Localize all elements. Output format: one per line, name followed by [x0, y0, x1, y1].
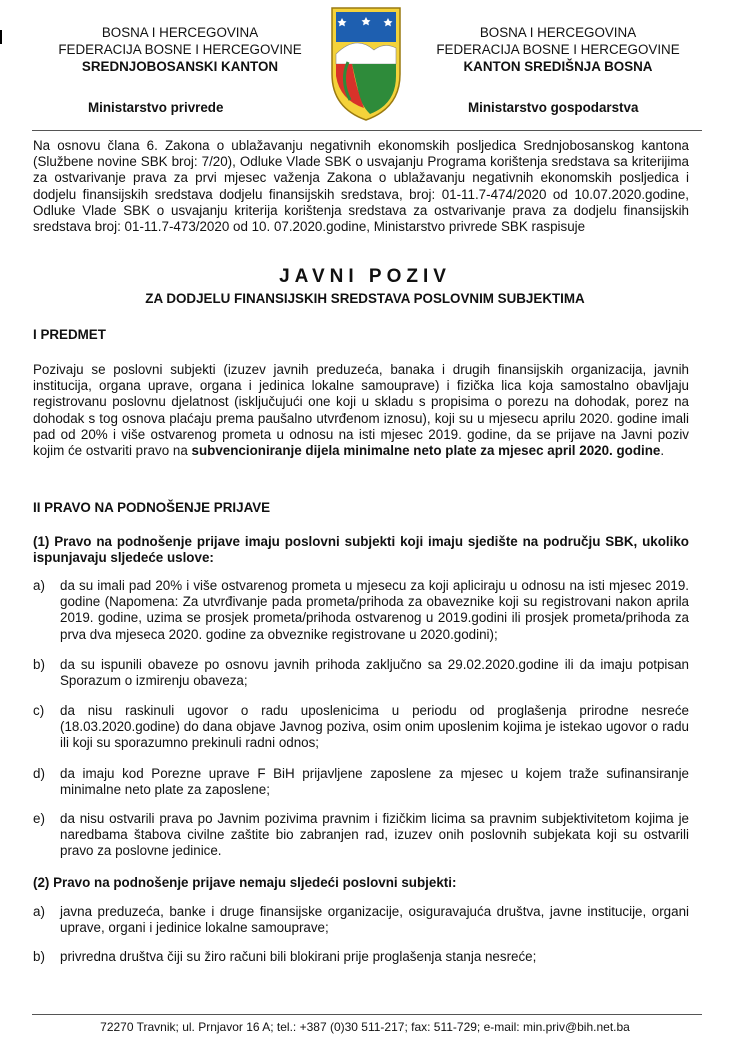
list-item-text: javna preduzeća, banke i druge finansijske organizacije, osiguravajuća društva, javne institucije, organi uprave, organi i jedinice lokalne samouprave;: [60, 904, 689, 936]
list-item-label: b): [33, 657, 45, 672]
document-subtitle: ZA DODJELU FINANSIJSKIH SREDSTAVA POSLOVNIM SUBJEKTIMA: [145, 291, 585, 306]
header-left-line3: SREDNJOBOSANSKI KANTON: [81, 59, 279, 74]
header-right-line3: KANTON SREDIŠNJA BOSNA: [463, 59, 653, 74]
section1-heading: I PREDMET: [33, 327, 106, 342]
intro-paragraph: Na osnovu člana 6. Zakona o ublažavanju negativnih ekonomskih posljedica Srednjobosanskog kantona (Službene novine SBK broj: 7/20), Odluke Vlade SBK o usvajanju Programa korištenja sredstava sa kriterijima za ostvarivanje prava za prvi mjesec važenja Zakona o ublažavanju negativnih ekonomskih posljedica i dodjelu finansijskih sredstava dodjelu finansijskih sredstava, broj: 01-11.7-474/2020 od 10.07.2020.godine, Odluke Vlade SBK o usvajanju kriterija korištenja sredstava za ostvarivanje prava za dodjelu finansijskih sredstava broj: 01-11.7-473/2020 od 10. 07.2020.godine, Ministarstvo privrede SBK raspisuje: [33, 138, 689, 235]
section1-text-end: .: [660, 443, 665, 459]
section2-heading: II PRAVO NA PODNOŠENJE PRIJAVE: [33, 500, 271, 515]
list-item-label: a): [33, 904, 45, 919]
header-left-line2: FEDERACIJA BOSNE I HERCEGOVINE: [58, 42, 302, 57]
list-item-text: privredna društva čiji su žiro računi bili blokirani prije proglašenja stanja nesreće;: [60, 949, 537, 964]
section2-sub2: (2) Pravo na podnošenje prijave nemaju sljedeći poslovni subjekti:: [33, 875, 457, 890]
header-divider: [32, 130, 702, 131]
section2-sub1: (1) Pravo na podnošenje prijave imaju poslovni subjekti koji imaju sjedište na području SBK, ukoliko ispunjavaju sljedeće uslove:: [33, 534, 689, 566]
section1-paragraph: [33, 362, 689, 459]
list-item-text: da su ispunili obaveze po osnovu javnih prihoda zaključno sa 29.02.2020.godine ili da imaju potpisan Sporazum o izmirenju obaveza;: [60, 657, 689, 689]
list-item-text: da su imali pad 20% i više ostvarenog prometa u mjesecu za koji apliciraju u odnosu na isti mjesec 2019. godine (Napomena: Za utvrđivanje pada prometa/prihoda za obaveznike koji su registrovani nakon aprila 2019. godine, uzima se prosjek prometa/prihoda ostvarenog u 2019.godini ili prosjek prometa/prihoda za prva dva mjeseca 2020. godine za obveznike registrovane u 2020.godini);: [60, 578, 689, 642]
header-right-line1: BOSNA I HERCEGOVINA: [479, 25, 637, 40]
list-item-text: da nisu ostvarili prava po Javnim pozivima pravnim i fizičkim licima sa pravnim subjektivitetom kojima je naredbama štabova civilne zaštite bio zabranjen rad, izuzev onih poslovnih subjekata koji su ostvarili pravo za poslovne jedinice.: [60, 811, 689, 859]
header-right-line2: FEDERACIJA BOSNE I HERCEGOVINE: [436, 42, 680, 57]
list-item-label: e): [33, 811, 45, 826]
list-item-label: c): [33, 703, 45, 718]
footer-contact: 72270 Travnik; ul. Prnjavor 16 A; tel.: +387 (0)30 511-217; fax: 511-729; e-mail: min.priv@bih.net.ba: [100, 1020, 630, 1034]
ministry-left: Ministarstvo privrede: [88, 100, 224, 115]
section1-text-bold: subvencioniranje dijela minimalne neto plate za mjesec april 2020. godine: [191, 443, 661, 459]
list-item-label: b): [33, 949, 45, 964]
list-item-label: d): [33, 766, 45, 781]
header-right: [408, 24, 708, 75]
header-left-line1: BOSNA I HERCEGOVINA: [101, 25, 259, 40]
footer-divider: [32, 1014, 702, 1015]
list-item-text: da nisu raskinuli ugovor o radu uposlenicima u periodu od proglašenja prirodne nesreće (18.03.2020.godine) do dana objave Javnog poziva, osim onim uposlenim kojima je istekao ugovor o radu ili koji su sporazumno prekinuli radni odnos;: [60, 703, 689, 751]
list-item-text: da imaju kod Porezne uprave F BiH prijavljene zaposlene za mjesec u kojem traže sufinansiranje minimalne neto plate za zaposlene;: [60, 766, 689, 798]
canton-coat-of-arms-icon: [326, 4, 406, 122]
header-left: [30, 24, 330, 75]
list-item-label: a): [33, 578, 45, 593]
ministry-right: Ministarstvo gospodarstva: [468, 100, 639, 115]
scan-edge-mark: [0, 30, 2, 44]
document-title: JAVNI POZIV: [279, 266, 451, 287]
section1-text: Pozivaju se poslovni subjekti (izuzev javnih preduzeća, banaka i drugih finansijskih organizacija, javnih institucija, organa uprave, organa i jedinica lokalne samouprave) i fizička lica koja samostalno obavljaju registrovanu poslovnu djelatnost (isključujući one koji u skladu s propisima o porezu na dohodak, porez na dohodak s tog osnova plaćaju prema paušalno utvrđenom iznosu), koji su u mjesecu aprilu 2020. godine imali pad od 20% i više ostvarenog prometa u odnosu na isti mjesec 2019. godine, da se prijave na Javni poziv kojim će ostvariti pravo na: [33, 362, 689, 459]
